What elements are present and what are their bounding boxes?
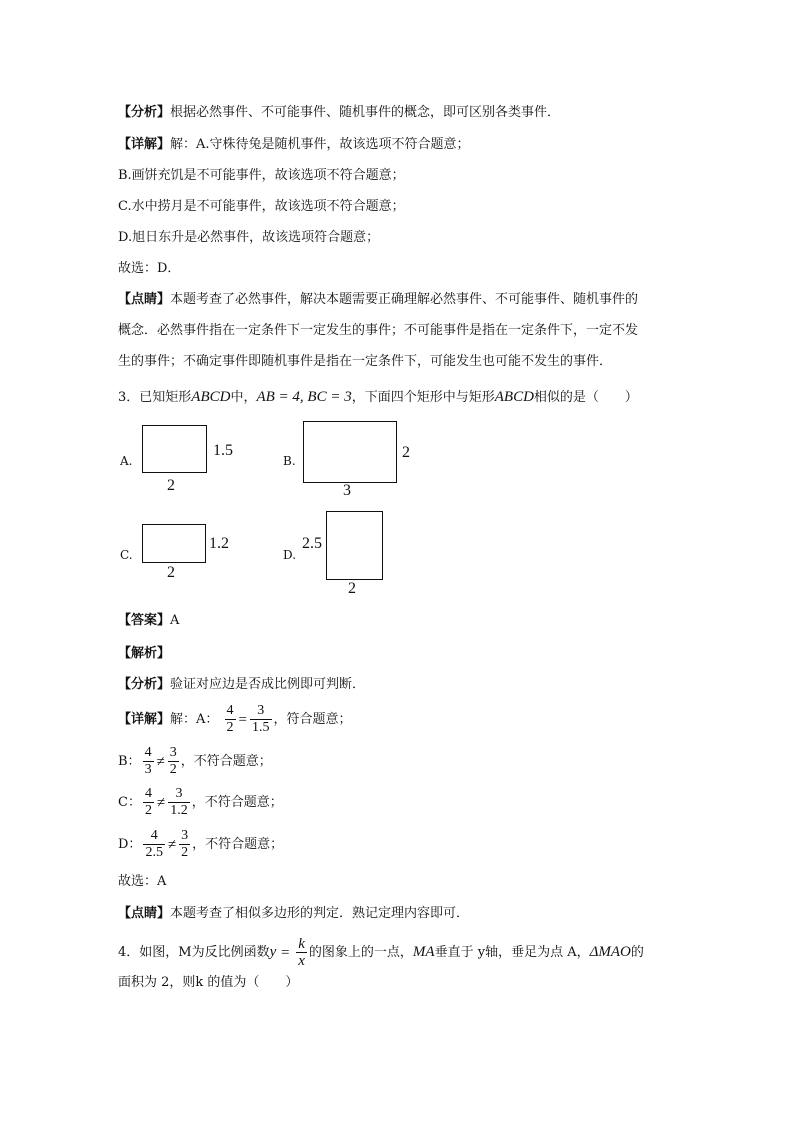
numerator: k <box>298 936 305 952</box>
option-d-letter: D. <box>283 548 297 562</box>
operator: ≠ <box>156 753 165 770</box>
denominator: 2 <box>181 845 189 860</box>
fraction <box>143 786 154 819</box>
option-c-side: 1.2 <box>209 535 229 552</box>
operator: ≠ <box>156 794 166 811</box>
option-a-side: 1.5 <box>213 442 233 459</box>
denominator: 2 <box>169 762 177 777</box>
comment-text: 本题考查了相似多边形的判定．熟记定理内容即可． <box>170 906 470 921</box>
option-a-rectangle <box>142 425 207 473</box>
numerator: 4 <box>144 786 152 801</box>
denominator: 1.2 <box>170 803 188 818</box>
option-d-side: 2.5 <box>302 535 322 552</box>
q3-stem <box>118 388 638 407</box>
verdict-text: ，不符合题意； <box>180 754 272 769</box>
numerator: 3 <box>181 828 189 843</box>
option-c-rectangle <box>142 524 206 563</box>
detail-tag: 【详解】 <box>118 137 171 152</box>
q3-analysis <box>118 676 365 694</box>
analysis-text: 根据必然事件、不可能事件、随机事件的概念，即可区别各类事件． <box>170 105 561 120</box>
q3-detail-d <box>118 828 283 861</box>
q2-comment-2: 概念．必然事件指在一定条件下一定发生的事件；不可能事件是指在一定条件下，一定不发 <box>118 323 639 338</box>
analysis-tag: 【分析】 <box>118 105 171 120</box>
comment-text: 本题考查了必然事件，解决本题需要正确理解必然事件、不可能事件、随机事件的 <box>170 292 639 307</box>
operator: = <box>277 944 294 961</box>
segment-ma: MA <box>412 944 435 960</box>
option-a-letter: A. <box>120 454 133 468</box>
triangle-mao: ΔMAO <box>589 944 631 960</box>
q2-analysis <box>118 104 560 122</box>
verdict-text: ，不符合题意； <box>192 837 284 852</box>
stem-part: 如图，M为反比例函数 <box>139 945 270 960</box>
verdict-text: ，符合题意； <box>273 712 352 727</box>
q3-choice: 故选：A <box>118 874 167 889</box>
answer-value: A <box>170 613 180 628</box>
operator: = <box>238 711 248 728</box>
fraction <box>168 786 190 819</box>
option-d-rectangle <box>326 511 383 580</box>
detail-prefix: 解：A： <box>170 712 219 727</box>
option-label: B： <box>118 754 141 769</box>
q2-comment-1 <box>118 291 638 309</box>
denominator: 2.5 <box>145 845 163 860</box>
q2-line-b: B.画饼充饥是不可能事件，故该选项不符合题意； <box>118 168 405 183</box>
fraction <box>143 745 154 778</box>
fraction <box>179 828 190 861</box>
numerator: 3 <box>250 703 272 720</box>
analysis-tag: 【分析】 <box>118 677 171 692</box>
option-b-base: 3 <box>343 482 351 499</box>
q4-stem-2: 面积为 2，则k 的值为（ ） <box>118 975 299 990</box>
option-c-letter: C. <box>120 548 133 562</box>
denominator: 2 <box>226 720 234 735</box>
q4-stem-1 <box>118 936 644 969</box>
denominator: 3 <box>144 762 152 777</box>
comment-tag: 【点睛】 <box>118 292 171 307</box>
rect-name: ABCD <box>191 389 231 405</box>
detail-tag: 【详解】 <box>118 712 171 727</box>
fraction <box>143 828 165 861</box>
option-label: C： <box>118 795 141 810</box>
fraction <box>250 703 272 736</box>
numerator: 4 <box>143 828 165 845</box>
analysis-text: 验证对应边是否成比例即可判断． <box>170 677 366 692</box>
given-lengths: AB = 4, BC = 3 <box>256 389 352 405</box>
q2-line-d: D.旭日东升是必然事件，故该选项符合题意； <box>118 230 380 245</box>
option-b-side: 2 <box>402 444 410 461</box>
stem-part: 的图象上的一点， <box>308 945 413 960</box>
rect-name: ABCD <box>494 389 534 405</box>
denominator: 1.5 <box>252 720 270 735</box>
fraction <box>296 936 307 969</box>
q2-comment-3: 生的事件；不确定事件即随机事件是指在一定条件下，可能发生也可能不发生的事件． <box>118 354 613 369</box>
option-b-letter: B. <box>283 454 296 468</box>
q3-comment <box>118 905 469 923</box>
q3-detail-b <box>118 745 272 778</box>
denominator: x <box>298 953 305 969</box>
option-c-base: 2 <box>167 564 175 581</box>
question-number: 3． <box>118 390 140 405</box>
function-y: y <box>269 944 277 960</box>
question-number: 4． <box>118 945 140 960</box>
numerator: 4 <box>144 745 152 760</box>
option-b-rectangle <box>303 421 397 483</box>
operator: ≠ <box>167 836 177 853</box>
stem-part: 已知矩形 <box>139 390 192 405</box>
q2-line-c: C.水中捞月是不可能事件，故该选项不符合题意； <box>118 199 405 214</box>
solution-tag: 【解析】 <box>118 646 171 661</box>
option-label: D： <box>118 837 142 852</box>
option-a-base: 2 <box>167 477 175 494</box>
q3-solution-tag <box>118 645 170 663</box>
q3-detail-a <box>118 703 352 736</box>
verdict-text: ，不符合题意； <box>191 795 283 810</box>
stem-part: 相似的是（ ） <box>533 390 638 405</box>
q2-choice: 故选：D． <box>118 261 181 276</box>
stem-part: 的 <box>630 945 644 960</box>
q2-detail <box>118 136 470 154</box>
numerator: 3 <box>168 786 190 803</box>
stem-part: 中， <box>230 390 257 405</box>
q3-detail-c <box>118 786 283 819</box>
fraction <box>225 703 236 736</box>
stem-part: 垂直于 y轴，垂足为点 A， <box>434 945 590 960</box>
q3-answer <box>118 612 179 630</box>
answer-tag: 【答案】 <box>118 613 171 628</box>
comment-tag: 【点睛】 <box>118 906 171 921</box>
denominator: 2 <box>144 803 152 818</box>
numerator: 3 <box>169 745 177 760</box>
stem-part: ，下面四个矩形中与矩形 <box>351 390 495 405</box>
option-d-base: 2 <box>348 580 356 597</box>
fraction <box>168 745 179 778</box>
numerator: 4 <box>226 703 234 718</box>
detail-text: 解：A.守株待兔是随机事件，故该选项不符合题意； <box>170 137 470 152</box>
